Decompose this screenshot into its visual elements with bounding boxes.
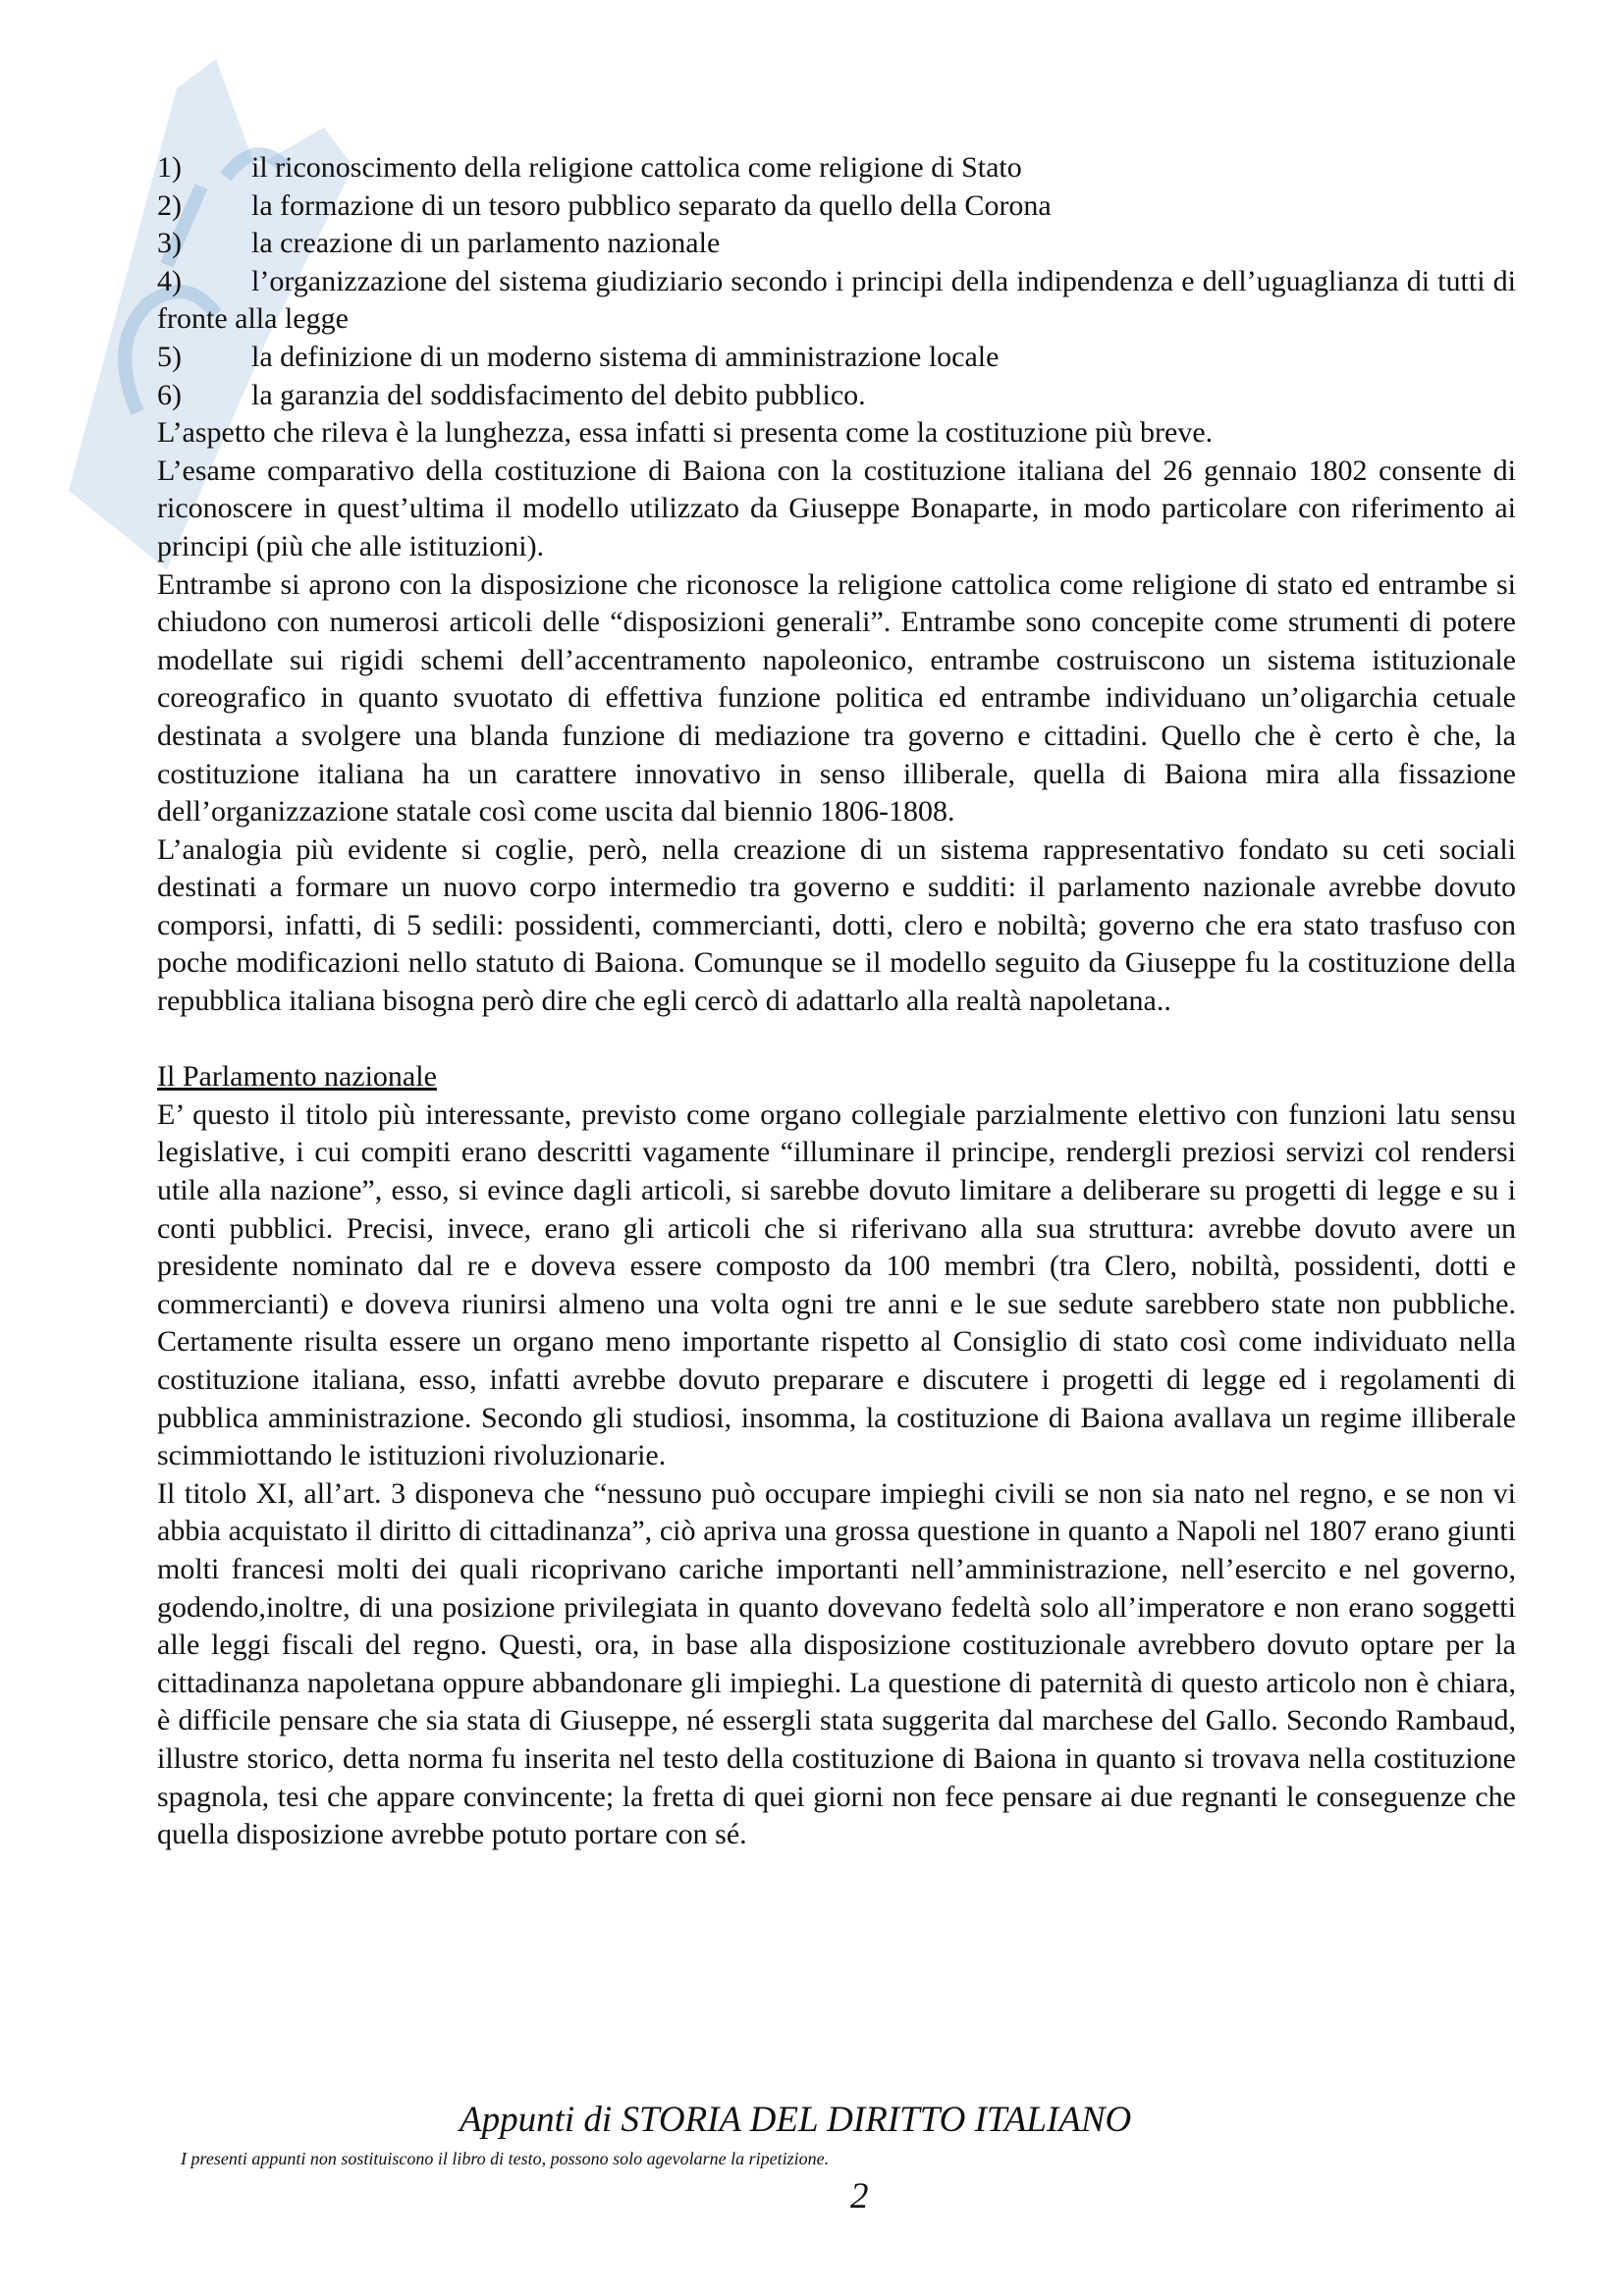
list-text: il riconoscimento della religione cattolica come religione di Stato [251, 151, 1022, 184]
list-number: 4) [157, 264, 182, 297]
list-number: 6) [157, 378, 182, 411]
footer-title: Appunti di STORIA DEL DIRITTO ITALIANO [460, 2100, 1132, 2140]
list-text: la definizione di un moderno sistema di amministrazione locale [251, 340, 1000, 373]
spacer [157, 1021, 1516, 1059]
paragraph-comparison: L’esame comparativo della costituzione di Baiona con la costituzione italiana del 26 gennaio 1802 consente di riconoscere in quest’ultima il modello utilizzato da Giuseppe Bonaparte, in modo particolare con riferimento ai principi (più che alle istituzioni). [157, 454, 1516, 562]
page-number: 2 [850, 2176, 869, 2216]
list-text: la creazione di un parlamento nazionale [251, 227, 721, 260]
footer-disclaimer: I presenti appunti non sostituiscono il libro di testo, possono solo agevolarne la ripetizione. [181, 2149, 830, 2168]
list-item-4 [157, 263, 1516, 339]
list-text: la garanzia del soddisfacimento del debito pubblico. [251, 378, 866, 411]
paragraph-similarities: Entrambe si aprono con la disposizione che riconosce la religione cattolica come religione di stato ed entrambe si chiudono con numerosi articoli delle “disposizioni generali”. Entrambe sono concepite come strumenti di potere modellate sui rigidi schemi dell’accentramento napoleonico, entrambe costruiscono un sistema istituzionale coreografico in quanto svuotato di effettiva funzione politica ed entrambe individuano un’oligarchia cetuale destinata a svolgere una blanda funzione di mediazione tra governo e cittadini. Quello che è certo è che, la costituzione italiana ha un carattere innovativo in senso illiberale, quella di Baiona mira alla fissazione dell’organizzazione statale così come uscita dal biennio 1806-1808. [157, 567, 1516, 828]
paragraph-title-xi: Il titolo XI, all’art. 3 disponeva che “nessuno può occupare impieghi civili se non sia nato nel regno, e se non vi abbia acquistato il diritto di cittadinanza”, ciò apriva una grossa questione in quanto a Napoli nel 1807 erano giunti molti francesi molti dei quali ricoprivano cariche importanti nell’amministrazione, nell’esercito e nel governo, godendo,inoltre, di una posizione privilegiata in quanto dovevano fedeltà solo all’imperatore e non erano soggetti alle leggi fiscali del regno. Questi, ora, in base alla disposizione costituzionale avrebbero dovuto optare per la cittadinanza napoletana oppure abbandonare gli impieghi. La questione di paternità di questo articolo non è chiara, è difficile pensare che sia stata di Giuseppe, né essergli stata suggerita dal marchese del Gallo. Secondo Rambaud, illustre storico, detta norma fu inserita nel testo della costituzione di Baiona in quanto si trovava nella costituzione spagnola, tesi che appare convincente; la fretta di quei giorni non fece pensare ai due regnanti le conseguenze che quella disposizione avrebbe potuto portare con sé. [157, 1476, 1516, 1851]
page-body [157, 149, 1516, 1854]
list-number: 1) [157, 151, 182, 184]
paragraph-parliament: E’ questo il titolo più interessante, previsto come organo collegiale parzialmente elettivo con funzioni latu sensu legislative, i cui compiti erano descritti vagamente “illuminare il principe, rendergli preziosi servizi col rendersi utile alla nazione”, esso, si evince dagli articoli, si sarebbe dovuto limitare a deliberare su progetti di legge e su i conti pubblici. Precisi, invece, erano gli articoli che si riferivano alla sua struttura: avrebbe dovuto avere un presidente nominato dal re e doveva essere composto da 100 membri (tra Clero, nobiltà, possidenti, dotti e commercianti) e doveva riunirsi almeno una volta ogni tre anni e le sue sedute sarebbero state non pubbliche. Certamente risulta essere un organo meno importante rispetto al Consiglio di stato così come individuato nella costituzione italiana, esso, infatti avrebbe dovuto preparare e discutere i progetti di legge ed i regolamenti di pubblica amministrazione. Secondo gli studiosi, insomma, la costituzione di Baiona avallava un regime illiberale scimmiottando le istituzioni rivoluzionarie. [157, 1097, 1516, 1472]
list-item-2 [157, 187, 1516, 226]
list-number: 5) [157, 340, 182, 373]
list-number: 3) [157, 227, 182, 260]
paragraph-length: L’aspetto che rileva è la lunghezza, essa infatti si presenta come la costituzione più breve. [157, 416, 1214, 450]
list-text: l’organizzazione del sistema giudiziario secondo i principi della indipendenza e dell’uguaglianza di tutti di fronte alla legge [157, 264, 1516, 336]
list-number: 2) [157, 188, 182, 222]
list-item-1 [157, 149, 1516, 187]
list-text: la formazione di un tesoro pubblico separato da quello della Corona [251, 188, 1052, 222]
list-item-5 [157, 339, 1516, 377]
list-item-3 [157, 225, 1516, 263]
paragraph-analogy: L’analogia più evidente si coglie, però, nella creazione di un sistema rappresentativo fondato su ceti sociali destinati a formare un nuovo corpo intermedio tra governo e sudditi: il parlamento nazionale avrebbe dovuto comporsi, infatti, di 5 sedili: possidenti, commercianti, dotti, clero e nobiltà; governo che era stato trasfuso con poche modificazioni nello statuto di Baiona. Comunque se il modello seguito da Giuseppe fu la costituzione della repubblica italiana bisogna però dire che egli cercò di adattarlo alla realtà napoletana.. [157, 832, 1516, 1018]
list-item-6 [157, 377, 1516, 415]
section-heading: Il Parlamento nazionale [157, 1060, 437, 1094]
